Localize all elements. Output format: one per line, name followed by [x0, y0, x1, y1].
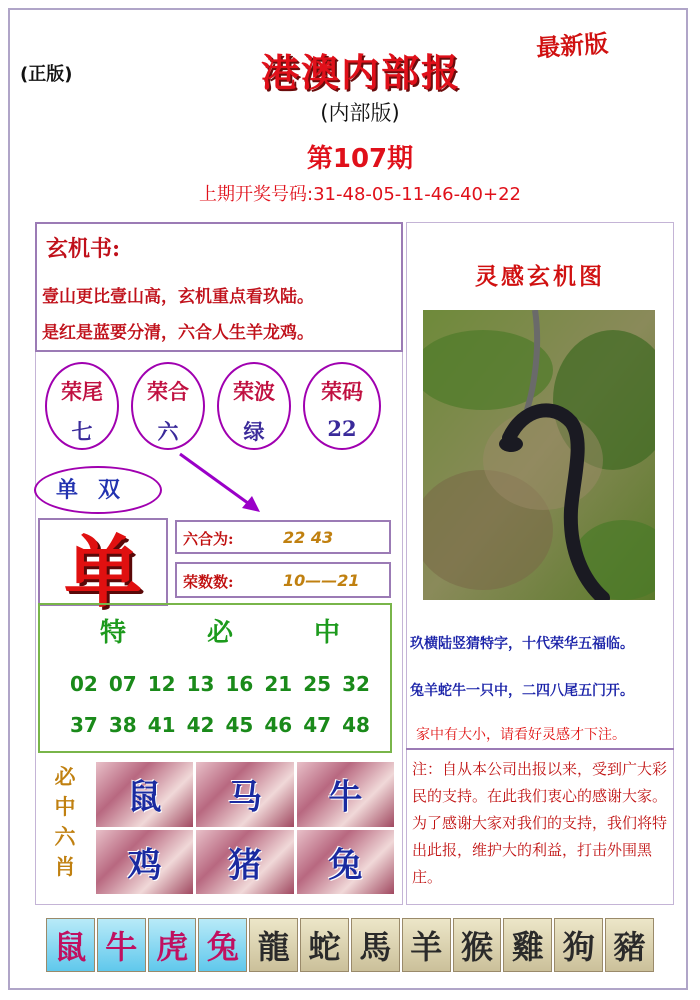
number: 25: [303, 672, 332, 696]
oval-label: 荣码: [321, 379, 363, 404]
number: 41: [147, 713, 176, 737]
number: 48: [342, 713, 370, 737]
six-zodiac-char: 六: [54, 824, 76, 849]
edition-label: (正版): [20, 64, 73, 85]
zodiac-cell: [196, 830, 293, 895]
number: 45: [225, 713, 254, 737]
lingan-title: 灵感玄机图: [475, 263, 605, 290]
zodiac-cell: [297, 830, 394, 895]
snake-photo: [423, 310, 655, 600]
six-zodiac-char: 必: [54, 764, 76, 789]
number-row-2: [70, 713, 370, 737]
zodiac-tile: 羊: [402, 918, 451, 972]
oval-label: 荣合: [147, 379, 189, 404]
number: 13: [186, 672, 215, 696]
zodiac-char: 牛: [328, 777, 363, 818]
oval-value: 绿: [243, 419, 265, 444]
oval-value: 六: [157, 419, 179, 444]
lingan-line-1: 玖横陆竖猜特字，十代荣华五福临。: [410, 636, 634, 652]
tebizhong-char: 必: [206, 618, 233, 648]
number: 12: [147, 672, 176, 696]
zodiac-tile: 馬: [351, 918, 400, 972]
page-title: 港澳内部报: [260, 50, 461, 95]
arrow-icon: [170, 448, 270, 520]
oval-rongbo: [217, 362, 291, 450]
single-result: 单: [63, 527, 142, 618]
zodiac-char: 马: [227, 777, 262, 818]
xuanjishu-line-1: 壹山更比壹山高，玄机重点看玖陆。: [42, 287, 314, 307]
tebizhong-char: 特: [100, 618, 127, 648]
xuanjishu-line-2: 是红是蓝要分清，六合人生羊龙鸡。: [42, 323, 314, 343]
lingan-line-2: 兔羊蛇牛一只中，二四八尾五门开。: [410, 683, 634, 699]
zodiac-tile: 蛇: [300, 918, 349, 972]
issue-number: 第107期: [306, 144, 414, 174]
number: 07: [108, 672, 137, 696]
liuhe-box: [175, 520, 391, 554]
oval-ronghe: [131, 362, 205, 450]
zodiac-char: 鸡: [127, 845, 162, 886]
oval-rongwei: [45, 362, 119, 450]
tebizhong-heading: [100, 612, 340, 649]
zodiac-char: 猪: [227, 845, 262, 886]
zodiac-cell: [196, 762, 293, 827]
latest-version-label: 最新版: [535, 28, 610, 63]
zodiac-cell: [96, 830, 193, 895]
zodiac-tile: 猴: [453, 918, 502, 972]
tebizhong-char: 中: [313, 618, 340, 648]
single-double-oval: 单双: [34, 466, 162, 514]
zodiac-cell: [297, 762, 394, 827]
snake-image-icon: [423, 310, 655, 600]
xuanjishu-heading: 玄机书:: [46, 236, 121, 262]
last-draw-label: 上期开奖号码:: [199, 184, 314, 205]
zodiac-tile: 虎: [148, 918, 197, 972]
number-row-1: [70, 672, 370, 696]
page-subtitle: (内部版): [320, 101, 400, 125]
oval-value: 22: [327, 416, 357, 441]
six-zodiac-label: [48, 762, 82, 882]
last-draw-numbers: 31-48-05-11-46-40+22: [313, 184, 521, 205]
zodiac-tile: 雞: [503, 918, 552, 972]
jiashu-box: [175, 562, 391, 598]
zodiac-char: 兔: [328, 845, 363, 886]
oval-rongma: [303, 362, 381, 450]
lingan-note: 家中有大小，请看好灵感才下注。: [416, 727, 626, 743]
number: 47: [303, 713, 332, 737]
zodiac-tile: 鼠: [46, 918, 95, 972]
zodiac-bar: [46, 918, 654, 972]
six-zodiac-char: 肖: [54, 854, 76, 879]
last-draw: [150, 180, 570, 206]
oval-label: 荣尾: [61, 379, 103, 404]
zodiac-tile: 豬: [605, 918, 654, 972]
number: 46: [264, 713, 293, 737]
six-zodiac-grid: [96, 762, 394, 894]
number: 42: [186, 713, 215, 737]
zodiac-tile: 狗: [554, 918, 603, 972]
number: 37: [70, 713, 98, 737]
liuhe-label: 六合为:: [183, 530, 234, 548]
zodiac-tile: 兔: [198, 918, 247, 972]
number: 02: [70, 672, 98, 696]
zodiac-char: 鼠: [127, 777, 162, 818]
oval-label: 荣波: [233, 379, 275, 404]
zodiac-tile: 牛: [97, 918, 146, 972]
jiashu-label: 荣数数:: [183, 573, 234, 591]
zodiac-tile: 龍: [249, 918, 298, 972]
zodiac-cell: [96, 762, 193, 827]
jiashu-value: 10——21: [283, 571, 360, 590]
liuhe-value: 22 43: [283, 528, 334, 547]
number: 32: [342, 672, 370, 696]
number: 21: [264, 672, 293, 696]
notice-text: 注：自从本公司出报以来，受到广大彩民的支持。在此我们衷心的感谢大家。为了感谢大家对我们的支持，我们将特出此报，维护大的利益，打击外围黑庄。: [412, 760, 668, 886]
number: 38: [108, 713, 137, 737]
six-zodiac-char: 中: [54, 794, 76, 819]
oval-value: 七: [71, 419, 93, 444]
number: 16: [225, 672, 254, 696]
